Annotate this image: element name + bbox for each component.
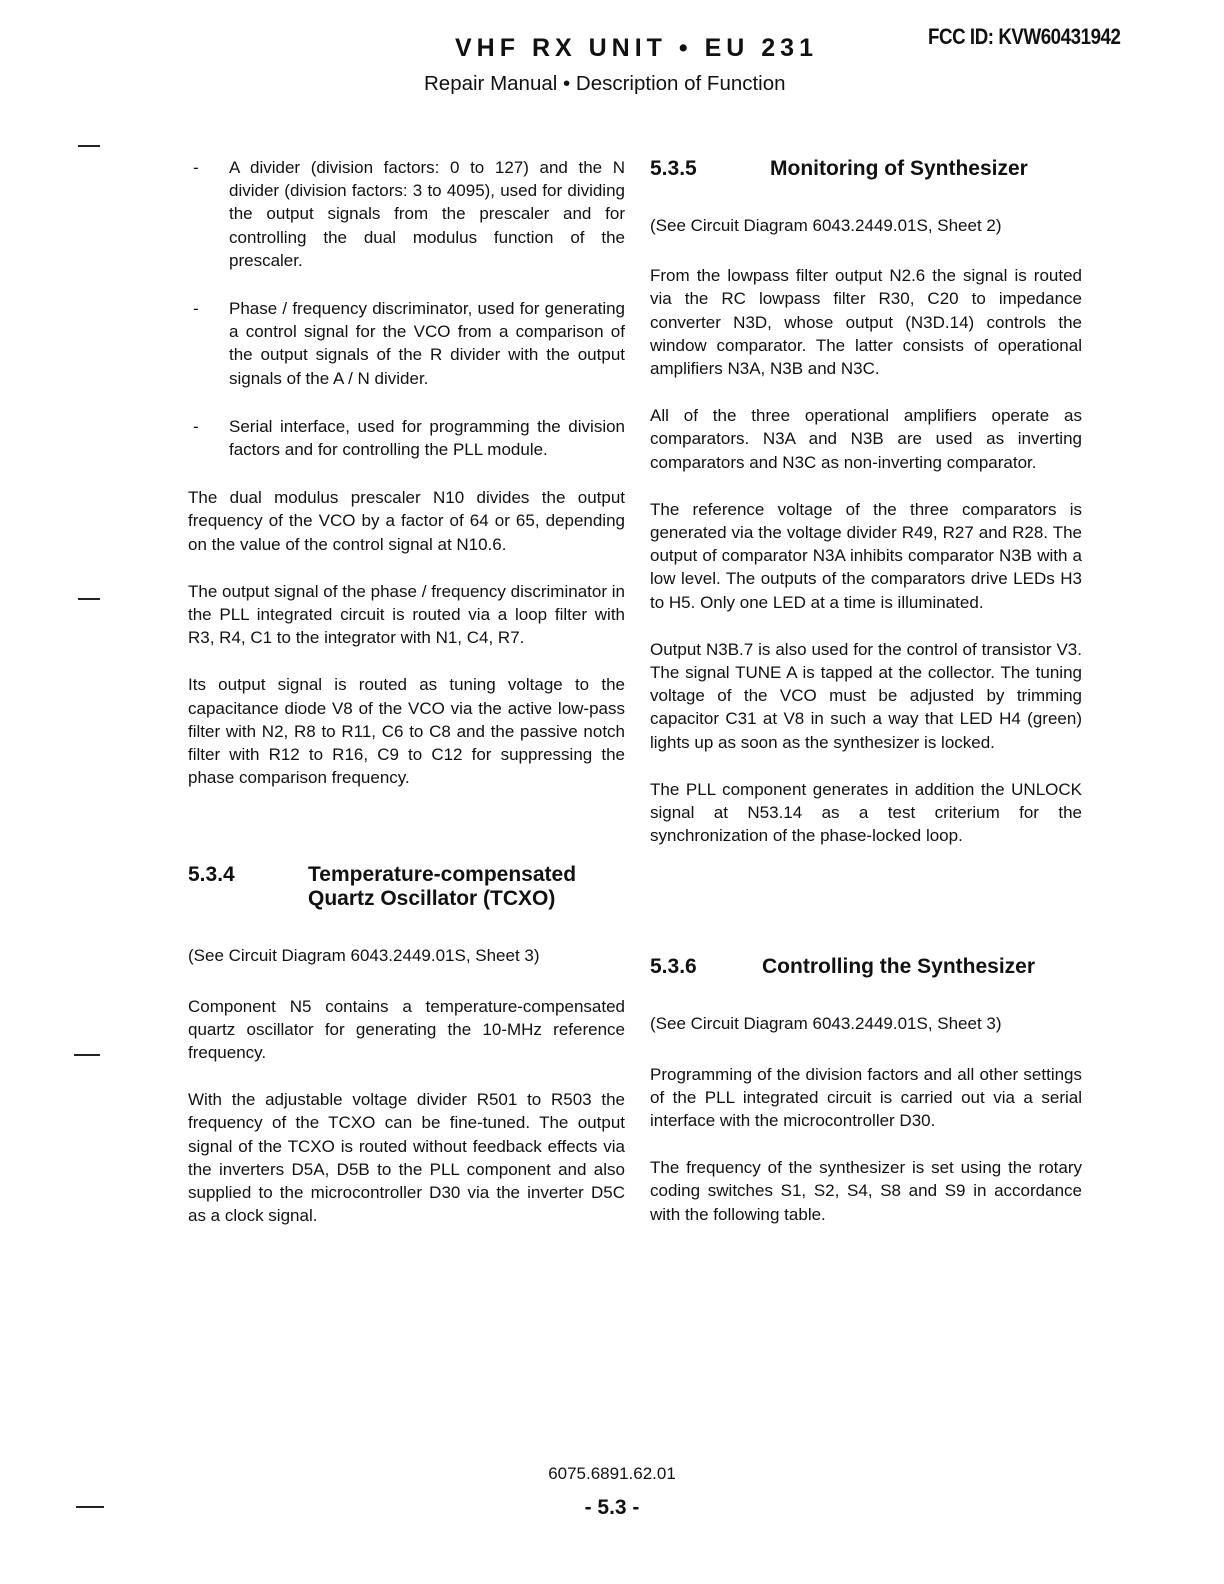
section-heading-534 bbox=[188, 863, 625, 911]
section-heading-535 bbox=[650, 157, 1082, 181]
header-subtitle: Repair Manual • Description of Function bbox=[424, 72, 786, 95]
page-number: - 5.3 - bbox=[584, 1496, 640, 1519]
section-title-line: Quartz Oscillator (TCXO) bbox=[308, 887, 556, 911]
paragraph-reference-voltage: The reference voltage of the three comparators is generated via the voltage divider R49, R27 and R28. The output of comparator N3A inhibits comparator N3B with a low level. The outputs of the comparators drive LEDs H3 to H5. Only one LED at a time is illuminated. bbox=[650, 499, 1082, 612]
document-code: 6075.6891.62.01 bbox=[548, 1464, 676, 1483]
list-item bbox=[188, 297, 625, 390]
left-column bbox=[188, 156, 625, 1252]
bullet-dash: - bbox=[193, 158, 199, 177]
header-title: VHF RX UNIT • EU 231 bbox=[455, 34, 818, 62]
bullet-text: A divider (division factors: 0 to 127) and the N divider (division factors: 3 to 4095), used for dividing the output signals from the prescaler and for controlling the dual modulus function of the prescaler. bbox=[229, 158, 625, 270]
bullet-list bbox=[188, 156, 625, 461]
section-title-line: Temperature-compensated bbox=[308, 863, 577, 887]
paragraph-lowpass-routing: From the lowpass filter output N2.6 the signal is routed via the RC lowpass filter R30, C20 to impedance converter N3D, whose output (N3D.14) controls the window comparator. The latter consists of operational amplifiers N3A, N3B and N3C. bbox=[650, 266, 1082, 379]
margin-mark bbox=[74, 1054, 100, 1056]
paragraph-tuning-voltage: Its output signal is routed as tuning voltage to the capacitance diode V8 of the VCO via the active low-pass filter with N2, R8 to R11, C6 to C8 and the passive notch filter with R12 to R16, C9 to C12 for suppressing the phase comparison frequency. bbox=[188, 675, 625, 788]
paragraph-tcxo-tuning: With the adjustable voltage divider R501 to R503 the frequency of the TCXO can be fine-tuned. The output signal of the TCXO is routed without feedback effects via the inverters D5A, D5B to the PLL component and also supplied to the microcontroller D30 via the inverter D5C as a clock signal. bbox=[188, 1090, 625, 1226]
section-number: 5.3.4 bbox=[188, 863, 235, 887]
bullet-dash: - bbox=[193, 299, 199, 319]
section-heading-536 bbox=[650, 955, 1082, 979]
paragraph-frequency-setting: The frequency of the synthesizer is set using the rotary coding switches S1, S2, S4, S8 and S9 in accordance with the following table. bbox=[650, 1158, 1082, 1224]
section-title: Monitoring of Synthesizer bbox=[770, 157, 1028, 180]
paragraph-programming: Programming of the division factors and all other settings of the PLL integrated circuit is carried out via a serial interface with the microcontroller D30. bbox=[650, 1064, 1082, 1131]
circuit-reference: (See Circuit Diagram 6043.2449.01S, Sheet 3) bbox=[188, 946, 540, 966]
bullet-text: Serial interface, used for programming the division factors and for controlling the PLL module. bbox=[229, 416, 625, 460]
section-number: 5.3.6 bbox=[650, 955, 697, 979]
paragraph-prescaler: The dual modulus prescaler N10 divides the output frequency of the VCO by a factor of 64 or 65, depending on the value of the control signal at N10.6. bbox=[188, 488, 625, 554]
circuit-reference: (See Circuit Diagram 6043.2449.01S, Sheet 3) bbox=[650, 1014, 1002, 1034]
margin-mark bbox=[78, 145, 100, 147]
paragraph-discriminator-output: The output signal of the phase / frequency discriminator in the PLL integrated circuit is routed via a loop filter with R3, R4, C1 to the integrator with N1, C4, R7. bbox=[188, 581, 625, 648]
paragraph-unlock-signal: The PLL component generates in addition the UNLOCK signal at N53.14 as a test criterium for the synchronization of the phase-locked loop. bbox=[650, 779, 1082, 846]
bullet-dash: - bbox=[193, 416, 199, 436]
margin-mark bbox=[78, 598, 100, 600]
paragraph-tcxo-component: Component N5 contains a temperature-compensated quartz oscillator for generating the 10-MHz reference frequency. bbox=[188, 996, 625, 1063]
circuit-reference: (See Circuit Diagram 6043.2449.01S, Sheet 2) bbox=[650, 216, 1002, 235]
paragraph-tune-signal: Output N3B.7 is also used for the control of transistor V3. The signal TUNE A is tapped at the collector. The tuning voltage of the VCO must be adjusted by trimming capacitor C31 at V8 in such a way that LED H4 (green) lights up as soon as the synthesizer is locked. bbox=[650, 639, 1082, 752]
section-number: 5.3.5 bbox=[650, 157, 697, 180]
section-title: Controlling the Synthesizer bbox=[762, 955, 1036, 979]
section-title bbox=[308, 863, 625, 911]
fcc-id: FCC ID: KVW60431942 bbox=[928, 24, 1121, 49]
right-column bbox=[650, 157, 1082, 1250]
list-item bbox=[188, 156, 625, 272]
paragraph-comparators: All of the three operational amplifiers operate as comparators. N3A and N3B are used as inverting comparators and N3C as non-inverting comparator. bbox=[650, 406, 1082, 472]
list-item bbox=[188, 415, 625, 461]
bullet-text: Phase / frequency discriminator, used for generating a control signal for the VCO from a comparison of the output signals of the R divider with the output signals of the A / N divider. bbox=[229, 299, 625, 388]
